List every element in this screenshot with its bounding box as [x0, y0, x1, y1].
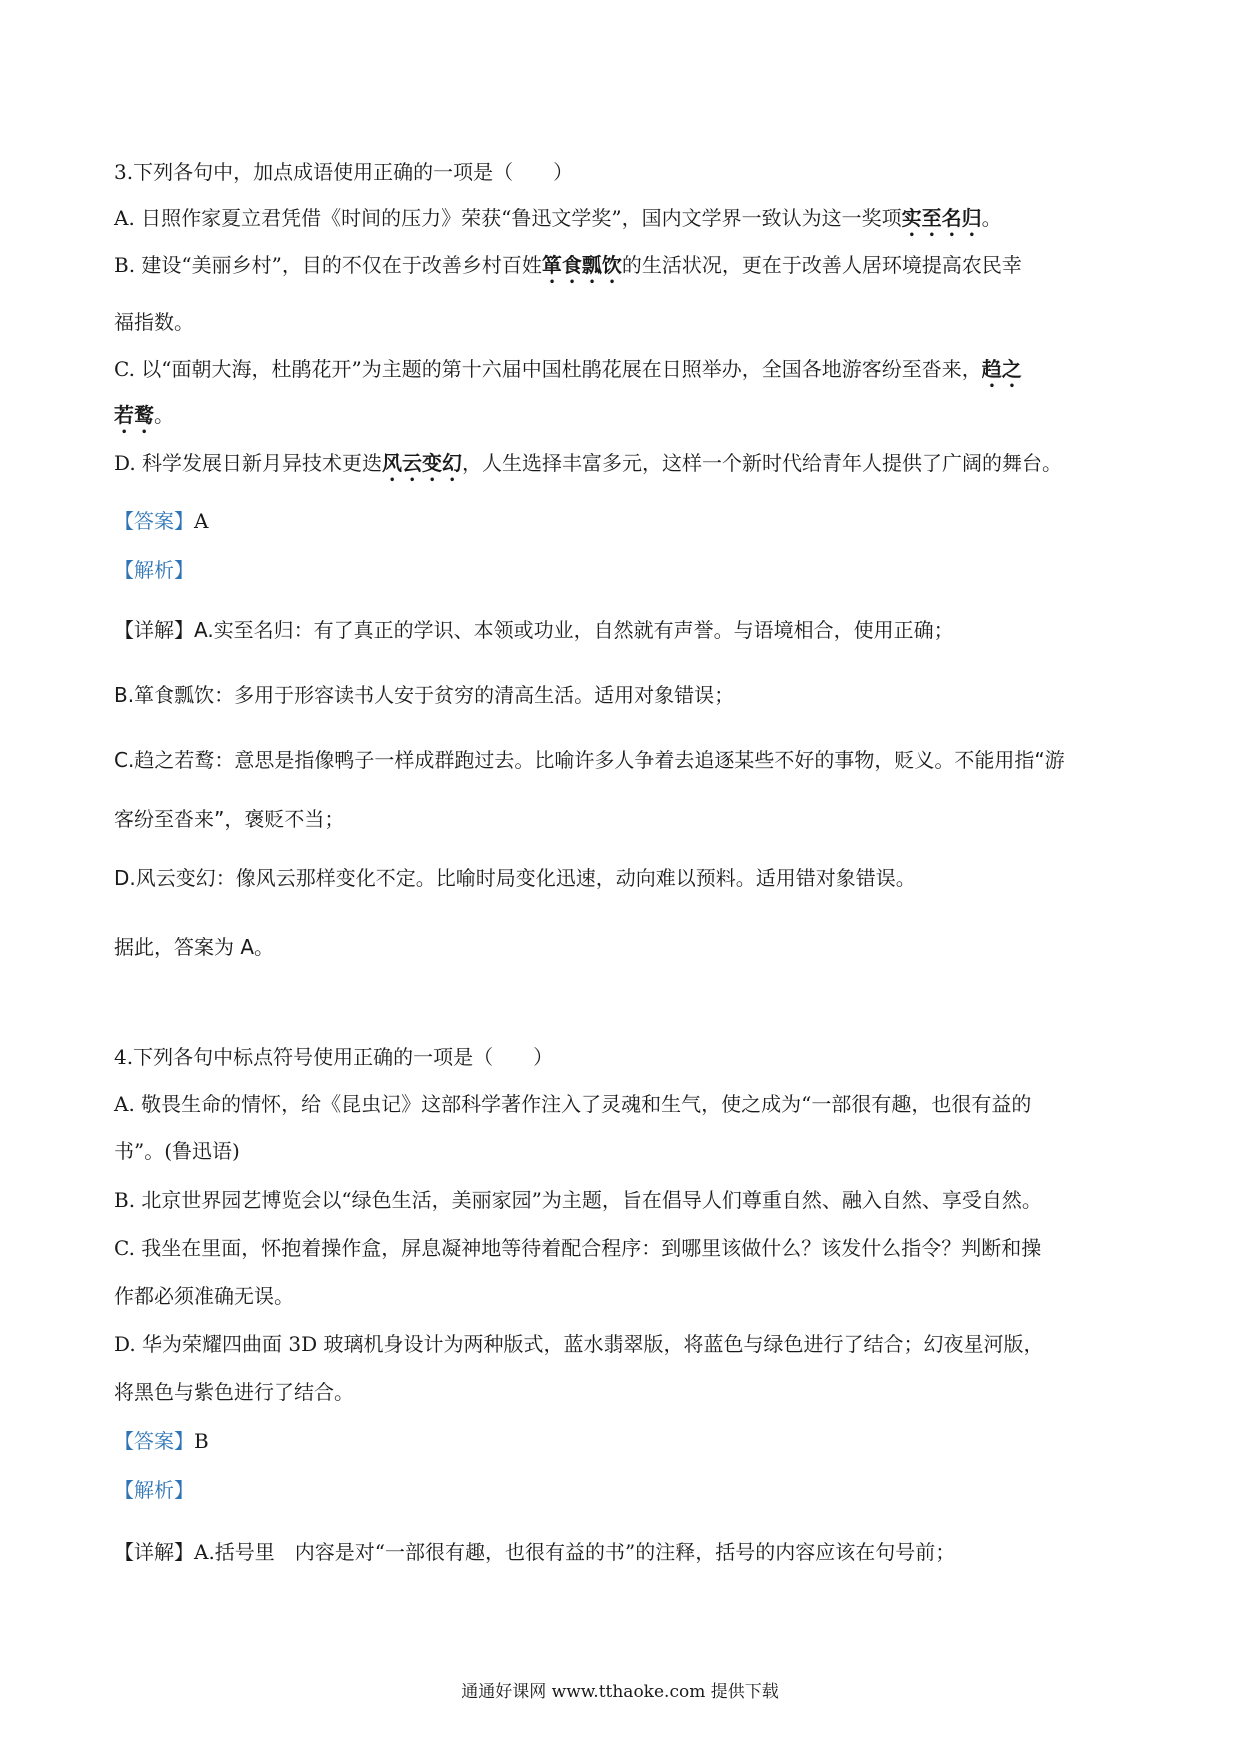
q4-option-c: C. 我坐在里面，怀抱着操作盒，屏息凝神地等待着配合程序：到哪里该做什么？该发什么指令？判断和操 [114, 1236, 1042, 1260]
q3-detail-tag: 【详解】 [114, 618, 194, 642]
q3-option-b-text: B. 建设“美丽乡村”，目的不仅在于改善乡村百姓 [114, 253, 542, 277]
q3-detail-b: B.箪食瓢饮：多用于形容读书人安于贫穷的清高生活。适用对象错误； [114, 683, 735, 707]
q4-option-a: A. 敬畏生命的情怀，给《昆虫记》这部科学著作注入了灵魂和生气，使之成为“一部很有趣，也很有益的 [114, 1092, 1032, 1116]
q3-option-a-idiom: 实至名归 [901, 206, 982, 230]
q4-detail-a [114, 1538, 955, 1566]
q3-answer-tag: 【答案】 [114, 509, 194, 533]
q3-option-a-text: A. 日照作家夏立君凭借《时间的压力》荣获“鲁迅文学奖”，国内文学界一致认为这一奖项 [114, 206, 902, 230]
q3-option-d-text: D. 科学发展日新月异技术更迭 [114, 451, 383, 475]
q3-detail-a-text: A.实至名归：有了真正的学识、本领或功业，自然就有声誉。与语境相合，使用正确； [194, 618, 954, 642]
q3-option-d [114, 449, 1062, 486]
q3-detail-a [114, 616, 954, 644]
q3-option-d-end: ，人生选择丰富多元，这样一个新时代给青年人提供了广阔的舞台。 [462, 451, 1063, 475]
q3-answer [114, 507, 208, 535]
q3-option-d-idiom: 风云变幻 [382, 451, 463, 475]
q3-option-c-idiom-part1: 趋之 [981, 357, 1022, 381]
q4-detail-a-text: A.括号里 内容是对“一部很有趣，也很有益的书”的注释，括号的内容应该在句号前； [194, 1540, 956, 1564]
q3-analysis-tag: 【解析】 [114, 558, 194, 582]
q4-option-a-cont: 书”。(鲁迅语) [114, 1139, 240, 1163]
q4-stem: 4.下列各句中标点符号使用正确的一项是（ ） [114, 1045, 554, 1069]
q4-option-d-cont: 将黑色与紫色进行了结合。 [114, 1380, 354, 1404]
q4-option-b: B. 北京世界园艺博览会以“绿色生活，美丽家园”为主题，旨在倡导人们尊重自然、融入自然、享受自然。 [114, 1188, 1042, 1212]
q4-detail-tag: 【详解】 [114, 1540, 194, 1564]
q3-detail-c-cont: 客纷至沓来”，褒贬不当； [114, 807, 345, 831]
q4-option-d: D. 华为荣耀四曲面 3D 玻璃机身设计为两种版式，蓝水翡翠版，将蓝色与绿色进行了结合；幻夜星河版， [114, 1332, 1044, 1356]
q3-detail-d: D.风云变幻：像风云那样变化不定。比喻时局变化迅速，动向难以预料。适用错对象错误。 [114, 866, 916, 890]
q4-option-c-cont: 作都必须准确无误。 [114, 1284, 294, 1308]
q3-option-a [114, 204, 1002, 241]
q4-answer-tag: 【答案】 [114, 1429, 194, 1453]
q3-detail-c: C.趋之若鹜：意思是指像鸭子一样成群跑过去。比喻许多人争着去追逐某些不好的事物，贬义。不能用指“游 [114, 748, 1065, 772]
q3-option-c [114, 355, 1022, 392]
q3-option-c-idiom-part2: 若鹜 [114, 403, 154, 427]
q4-answer [114, 1427, 209, 1455]
q3-option-a-end: 。 [981, 206, 1002, 230]
q3-option-c-end: 。 [154, 403, 174, 427]
q3-option-b-idiom: 箪食瓢饮 [541, 253, 622, 277]
q3-option-c-text: C. 以“面朝大海，杜鹃花开”为主题的第十六届中国杜鹃花展在日照举办，全国各地游客纷至沓来， [114, 357, 982, 381]
q3-conclusion: 据此，答案为 A。 [114, 935, 275, 959]
q3-option-c-cont [114, 401, 174, 438]
q4-answer-value: B [194, 1429, 209, 1453]
q3-answer-value: A [194, 509, 209, 533]
page-footer: 通通好课网 www.tthaoke.com 提供下载 [461, 1682, 779, 1702]
q3-option-b [114, 251, 1022, 288]
q3-stem: 3.下列各句中，加点成语使用正确的一项是（ ） [114, 160, 574, 184]
q4-analysis-tag: 【解析】 [114, 1478, 194, 1502]
q3-option-b-cont: 福指数。 [114, 310, 194, 334]
q3-option-b-end: 的生活状况，更在于改善人居环境提高农民幸 [621, 253, 1022, 277]
